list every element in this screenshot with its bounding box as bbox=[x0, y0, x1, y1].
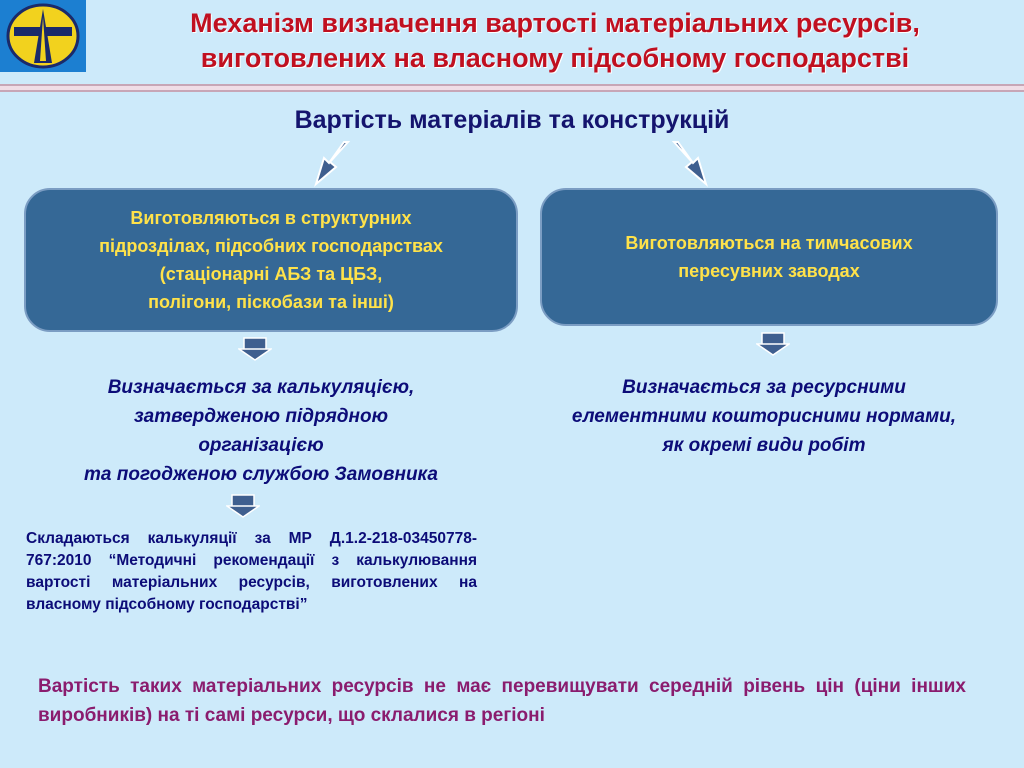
resource-norms-note: Визначається за ресурсними елементними кошторисними нормами, як окремі види робіт bbox=[571, 377, 957, 456]
subtitle: Вартість матеріалів та конструкцій bbox=[294, 106, 730, 134]
arrow-down-right-icon bbox=[670, 140, 710, 188]
title-divider bbox=[0, 84, 1024, 92]
mobile-plants-box: Виготовляються на тимчасових пересувних заводах bbox=[540, 188, 998, 326]
stationary-production-box: Виготовляються в структурних підрозділах, підсобних господарствах (стаціонарні АБЗ та ЦБЗ, полігони, піскобази та інші) bbox=[24, 188, 518, 332]
road-highway-logo-icon bbox=[0, 0, 86, 72]
title-line-2: виготовлених на власному підсобному господарстві bbox=[200, 43, 910, 73]
title-line-1: Механізм визначення вартості матеріальних ресурсів, bbox=[190, 8, 920, 38]
calculation-note: Визначається за калькуляцією, затвердженою підрядною організацією та погодженою службою Замовника bbox=[84, 377, 438, 485]
arrow-down-icon bbox=[226, 494, 260, 518]
header bbox=[0, 0, 1024, 84]
arrow-down-icon bbox=[756, 332, 790, 356]
arrow-down-icon bbox=[238, 337, 272, 361]
price-limit-note: Вартість таких матеріальних ресурсів не має перевищувати середній рівень цін (ціни інших виробників) на ті самі ресурси, що склалися в регіоні bbox=[38, 676, 966, 726]
arrow-down-left-icon bbox=[312, 140, 352, 188]
methodology-reference: Складаються калькуляції за МР Д.1.2-218-03450778-767:2010 “Методичні рекомендації з калькулювання вартості матеріальних ресурсів, виготовлених на власному підсобному господарстві” bbox=[26, 530, 477, 613]
page-title bbox=[92, 6, 1018, 76]
